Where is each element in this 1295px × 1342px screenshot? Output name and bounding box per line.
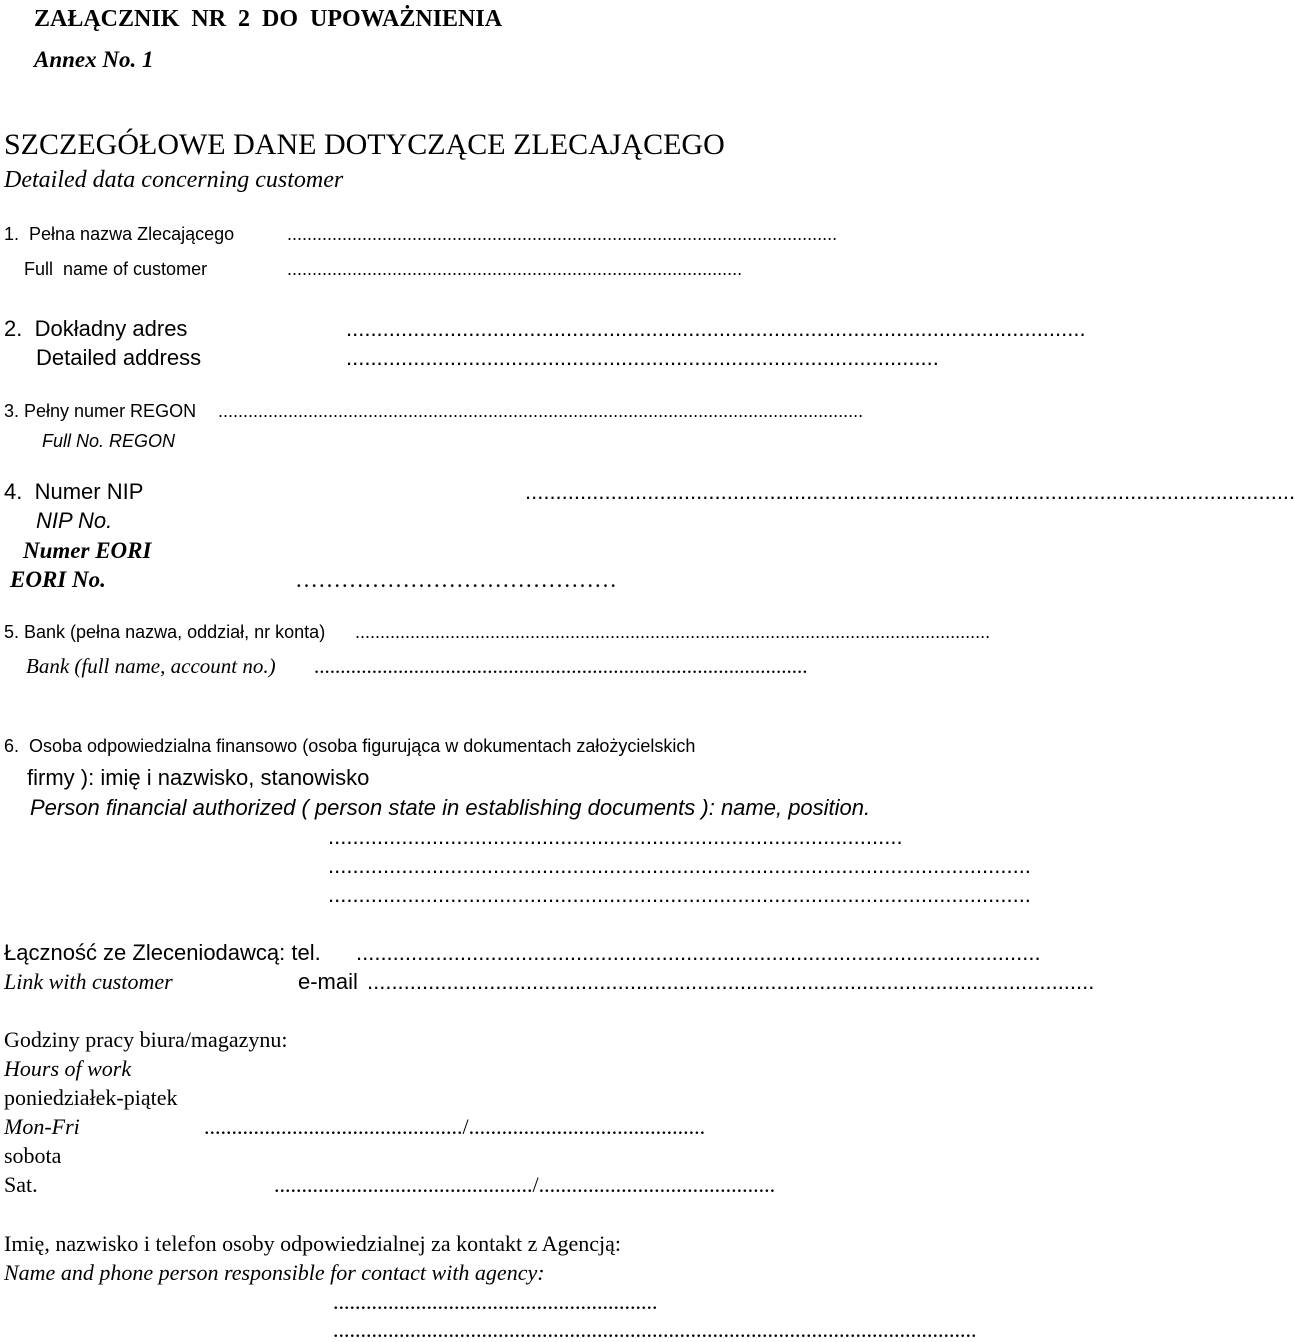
hours-label-pl: Godziny pracy biura/magazynu: xyxy=(4,1027,288,1052)
agency-contact-label-en: Name and phone person responsible for contact with agency: xyxy=(4,1260,545,1285)
bank-label-pl: 5. Bank (pełna nazwa, oddział, nr konta) xyxy=(4,622,326,642)
agency-contact-dots-2[interactable]: ..................................................................................................................... xyxy=(333,1317,977,1342)
finance-person-dots-2[interactable]: ................................................................................................................... xyxy=(328,853,1031,878)
saturday-label-pl: sobota xyxy=(4,1143,62,1168)
finance-person-label-en: Person financial authorized ( person state in establishing documents ): name, position. xyxy=(30,795,871,820)
full-name-label-pl: 1. Pełna nazwa Zlecającego xyxy=(4,224,235,244)
address-dots-en[interactable]: ................................................................................................. xyxy=(346,345,939,370)
finance-person-label-pl-1: 6. Osoba odpowiedzialna finansowo (osoba figurująca w dokumentach założycielskich xyxy=(4,736,696,756)
address-label-en: Detailed address xyxy=(36,345,202,370)
address-dots-pl[interactable]: ......................................................................................................................... xyxy=(346,316,1086,341)
full-name-dots-pl[interactable]: .............................................................................................................. xyxy=(287,224,838,244)
nip-dots[interactable]: .............................................................................................................................. xyxy=(525,479,1295,504)
contact-label-pl: Łączność ze Zleceniodawcą: tel. xyxy=(4,940,321,965)
agency-contact-dots-1[interactable]: ........................................................... xyxy=(333,1289,658,1314)
eori-label-pl: Numer EORI xyxy=(23,538,152,563)
section-title-pl: SZCZEGÓŁOWE DANE DOTYCZĄCE ZLECAJĄCEGO xyxy=(4,128,725,161)
full-name-label-en: Full name of customer xyxy=(24,259,208,279)
saturday-hours-dots[interactable]: .............................................../........................................... xyxy=(274,1172,776,1197)
weekdays-label-pl: poniedziałek-piątek xyxy=(4,1085,178,1110)
contact-email-label: e-mail xyxy=(298,969,358,994)
eori-label-en: EORI No. xyxy=(10,567,106,592)
finance-person-dots-1[interactable]: .............................................................................................. xyxy=(328,824,903,849)
saturday-label-en: Sat. xyxy=(4,1172,38,1197)
regon-label-pl: 3. Pełny numer REGON xyxy=(4,401,197,421)
finance-person-label-pl-2: firmy ): imię i nazwisko, stanowisko xyxy=(27,765,370,790)
bank-label-en: Bank (full name, account no.) xyxy=(26,654,276,678)
nip-label-en: NIP No. xyxy=(36,508,113,533)
bank-dots-en[interactable]: .............................................................................................. xyxy=(314,654,808,678)
full-name-dots-en[interactable]: ........................................................................................... xyxy=(287,259,743,279)
annex-title-pl: ZAŁĄCZNIK NR 2 DO UPOWAŻNIENIA xyxy=(34,6,503,32)
weekdays-label-en: Mon-Fri xyxy=(4,1114,80,1139)
agency-contact-label-pl: Imię, nazwisko i telefon osoby odpowiedzialnej za kontakt z Agencją: xyxy=(4,1231,622,1256)
section-title-en: Detailed data concerning customer xyxy=(4,167,344,193)
finance-person-dots-3[interactable]: ................................................................................................................... xyxy=(328,882,1031,907)
contact-email-dots[interactable]: ....................................................................................................................... xyxy=(367,969,1095,994)
hours-label-en: Hours of work xyxy=(4,1056,132,1081)
regon-dots[interactable]: ................................................................................................................................. xyxy=(218,401,864,421)
contact-label-en: Link with customer xyxy=(4,969,173,994)
regon-label-en: Full No. REGON xyxy=(42,431,176,451)
eori-dots[interactable]: …………………………………… xyxy=(295,567,617,592)
bank-dots-pl[interactable]: ............................................................................................................................... xyxy=(355,622,991,642)
nip-label-pl: 4. Numer NIP xyxy=(4,479,144,504)
weekdays-hours-dots[interactable]: .............................................../........................................... xyxy=(204,1114,706,1139)
address-label-pl: 2. Dokładny adres xyxy=(4,316,188,341)
contact-tel-dots[interactable]: ................................................................................................................ xyxy=(356,940,1041,965)
annex-title-en: Annex No. 1 xyxy=(34,47,154,72)
